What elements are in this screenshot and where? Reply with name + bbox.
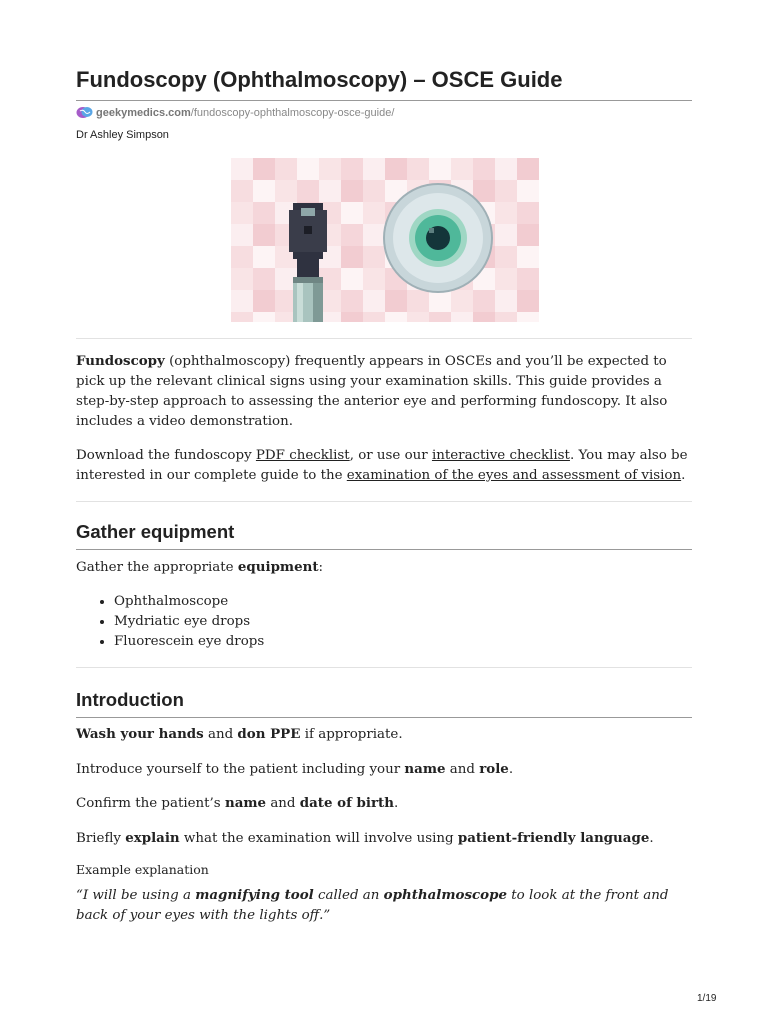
introduction-heading: Introduction — [76, 689, 184, 710]
brain-icon — [76, 106, 94, 119]
quote-text: called an — [313, 888, 384, 903]
download-text-2: , or use our — [349, 448, 432, 463]
bold-text: Wash your hands — [76, 726, 204, 742]
introduce-paragraph — [76, 759, 692, 780]
gather-paragraph — [76, 557, 692, 578]
eye-exam-guide-link[interactable]: examination of the eyes and assessment of vision — [346, 468, 682, 483]
title-rule — [76, 100, 692, 101]
download-text-4: . — [681, 468, 686, 483]
bold-text: name — [404, 761, 446, 777]
gather-lead-bold: equipment — [237, 559, 319, 575]
explain-paragraph — [76, 828, 692, 849]
download-paragraph — [76, 446, 692, 486]
quote-text: “I will be using a — [76, 888, 196, 903]
page-title: Fundoscopy (Ophthalmoscopy) – OSCE Guide — [76, 67, 563, 92]
example-quote — [76, 885, 692, 926]
introduction-heading-rule — [76, 717, 692, 718]
list-item: • Mydriatic eye drops — [114, 612, 264, 632]
confirm-paragraph — [76, 793, 692, 814]
plain-text: if appropriate. — [300, 727, 403, 742]
bold-text: name — [224, 795, 267, 811]
author-name: Dr Ashley Simpson — [76, 129, 169, 141]
plain-text: Briefly — [76, 831, 126, 846]
interactive-checklist-link[interactable]: interactive checklist — [431, 448, 570, 463]
quote-bold: ophthalmoscope — [383, 887, 507, 903]
bold-text: date of birth — [299, 795, 394, 811]
source-path[interactable]: /fundoscopy-ophthalmoscopy-osce-guide/ — [190, 106, 395, 119]
plain-text: what the examination will involve using — [179, 831, 458, 846]
quote-text: to look at the front and back of your eyes with the lights off.” — [76, 888, 669, 923]
section-rule — [76, 501, 692, 502]
plain-text: . — [649, 831, 654, 846]
bold-text: role — [479, 761, 509, 777]
eye-icon — [383, 183, 493, 293]
plain-text: . — [393, 796, 399, 811]
plain-text: Introduce yourself to the patient including your — [76, 762, 405, 777]
gather-lead: Gather the appropriate — [76, 560, 238, 575]
hero-image — [231, 158, 539, 322]
example-label: Example explanation — [76, 862, 209, 877]
plain-text: . — [508, 762, 514, 777]
list-item: • Ophthalmoscope — [114, 592, 264, 612]
gather-heading: Gather equipment — [76, 521, 235, 542]
plain-text: and — [445, 762, 480, 777]
quote-bold: magnifying tool — [195, 887, 314, 903]
section-rule — [76, 338, 692, 339]
pdf-checklist-link[interactable]: PDF checklist — [255, 448, 350, 463]
intro-text: (ophthalmoscopy) frequently appears in OSCEs and you’ll be expected to pick up the relevant clinical signs using your examination skills. This guide provides a step-by-step approach to assessing the anterior eye and performing fundoscopy. It also includes a video demonstration. — [76, 354, 668, 429]
bold-text: explain — [125, 830, 180, 846]
bold-text: don PPE — [237, 726, 301, 742]
intro-paragraph — [76, 351, 692, 432]
plain-text: and — [266, 796, 300, 811]
section-rule — [76, 667, 692, 668]
page-number: 1/19 — [697, 993, 717, 1004]
hands-paragraph — [76, 724, 692, 745]
list-item: • Fluorescein eye drops — [114, 632, 264, 652]
source-domain[interactable]: geekymedics.com — [96, 106, 191, 119]
plain-text: and — [203, 727, 238, 742]
download-text-1: Download the fundoscopy — [76, 448, 256, 463]
source-line[interactable] — [76, 106, 394, 119]
intro-bold-lead: Fundoscopy — [76, 353, 165, 369]
download-text-3: . You may also be interested in our complete guide to the — [76, 448, 688, 483]
plain-text: Confirm the patient’s — [76, 796, 225, 811]
equipment-list — [76, 592, 264, 652]
gather-heading-rule — [76, 549, 692, 550]
bold-text: patient-friendly language — [457, 830, 650, 846]
gather-lead-end: : — [318, 560, 324, 575]
